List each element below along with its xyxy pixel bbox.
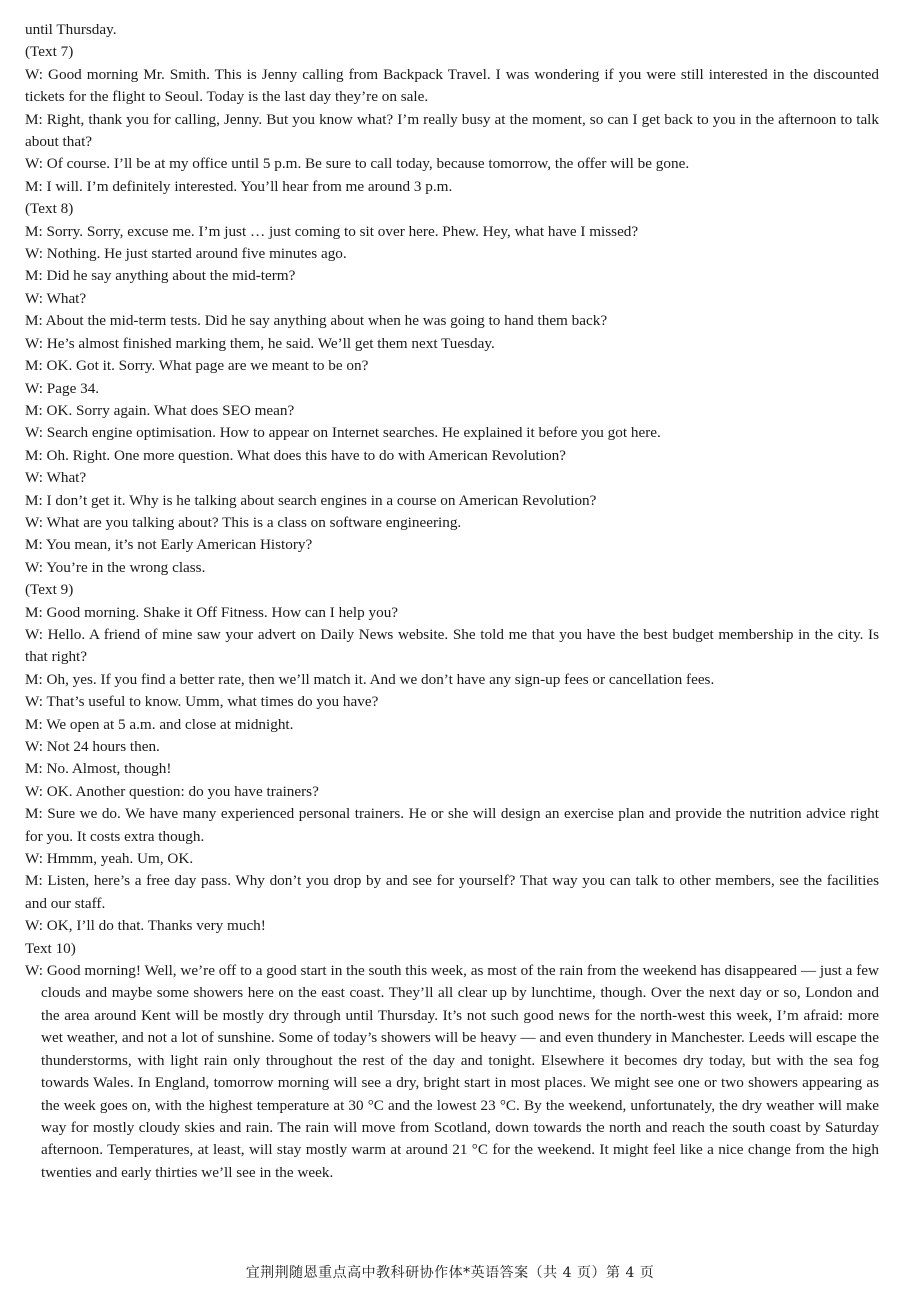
dialogue-line: W: Search engine optimisation. How to appear on Internet searches. He explained it before you got here.	[25, 424, 661, 442]
dialogue-line: M: I will. I’m definitely interested. You’ll hear from me around 3 p.m.	[25, 177, 453, 195]
dialogue-line: M: Did he say anything about the mid-term?	[25, 267, 296, 285]
dialogue-line: M: Listen, here’s a free day pass. Why don’t you drop by and see for yourself? That way you can talk to other members, see the facilities and our staff.	[25, 872, 879, 912]
dialogue-line: M: Sorry. Sorry, excuse me. I’m just … just coming to sit over here. Phew. Hey, what have I missed?	[25, 222, 639, 240]
dialogue-line: W: OK, I’ll do that. Thanks very much!	[25, 917, 266, 935]
dialogue-line: W: Nothing. He just started around five minutes ago.	[25, 245, 347, 263]
dialogue-line: W: What are you talking about? This is a class on software engineering.	[25, 513, 462, 531]
monologue-paragraph: W: Good morning! Well, we’re off to a good start in the south this week, as most of the rain from the weekend has disappeared — just a few clouds and maybe some showers here on the east coast. They’ll all clear up by lunchtime, though. Over the next day or so, London and the area around Kent will be mostly dry through until Thursday. It’s not such good news for the north-west this week, I’m afraid: more wet weather, and not a lot of sunshine. Some of today’s showers will be heavy — and even thundery in Manchester. Leeds will escape the thunderstorms, with light rain only throughout the rest of the day and tonight. Elsewhere it becomes dry today, but with the sea fog towards Wales. In England, tomorrow morning will see a dry, bright start in most places. We might see one or two showers appearing as the week goes on, with the highest temperature at 30 °C and the lowest 23 °C. By the weekend, unfortunately, the dry weather will make way for mostly cloudy skies and rain. The rain will move from Scotland, down towards the north and reach the south coast by Saturday afternoon. Temperatures, at least, will stay mostly warm at around 21 °C for the weekend. It might feel like a nice change from the high twenties and early thirties we’ll see in the week.	[25, 962, 879, 1181]
dialogue-line: W: OK. Another question: do you have trainers?	[25, 782, 319, 800]
section-heading: (Text 7)	[25, 43, 74, 61]
dialogue-line: M: Good morning. Shake it Off Fitness. How can I help you?	[25, 603, 399, 621]
dialogue-line: M: Right, thank you for calling, Jenny. But you know what? I’m really busy at the moment, so can I get back to you in the afternoon to talk about that?	[25, 110, 879, 151]
dialogue-line: M: About the mid-term tests. Did he say anything about when he was going to hand them back?	[25, 312, 608, 330]
text-line: until Thursday.	[25, 21, 117, 38]
dialogue-line: M: You mean, it’s not Early American History?	[25, 536, 313, 554]
dialogue-line: M: Sure we do. We have many experienced personal trainers. He or she will design an exercise plan and provide the nutrition advice right for you. It costs extra though.	[25, 805, 879, 845]
dialogue-line: M: No. Almost, though!	[25, 760, 172, 778]
dialogue-line: W: What?	[25, 469, 87, 487]
dialogue-line: W: You’re in the wrong class.	[25, 558, 206, 576]
dialogue-line: W: He’s almost finished marking them, he said. We’ll get them next Tuesday.	[25, 334, 495, 352]
dialogue-line: W: Hello. A friend of mine saw your advert on Daily News website. She told me that you have the best budget membership in the city. Is that right?	[25, 625, 879, 666]
dialogue-line: W: Hmmm, yeah. Um, OK.	[25, 850, 194, 868]
dialogue-line: W: What?	[25, 289, 87, 307]
dialogue-line: W: Not 24 hours then.	[25, 738, 160, 755]
dialogue-line: M: Oh. Right. One more question. What does this have to do with American Revolution?	[25, 446, 566, 464]
section-heading: (Text 8)	[25, 200, 74, 218]
section-heading: Text 10)	[25, 939, 76, 957]
transcript	[25, 19, 879, 1184]
dialogue-line: M: OK. Sorry again. What does SEO mean?	[25, 401, 295, 419]
dialogue-line: W: Of course. I’ll be at my office until 5 p.m. Be sure to call today, because tomorrow, the offer will be gone.	[25, 155, 690, 173]
dialogue-line: W: Page 34.	[25, 379, 100, 397]
page-footer: 宜荆荆随恩重点高中教科研协作体*英语答案（共 4 页）第 4 页	[245, 1265, 655, 1281]
dialogue-line: M: Oh, yes. If you find a better rate, then we’ll match it. And we don’t have any sign-up fees or cancellation fees.	[25, 670, 715, 688]
dialogue-line: W: That’s useful to know. Umm, what times do you have?	[25, 693, 379, 711]
dialogue-line: M: We open at 5 a.m. and close at midnight.	[25, 715, 294, 733]
dialogue-line: W: Good morning Mr. Smith. This is Jenny calling from Backpack Travel. I was wondering if you were still interested in the discounted tickets for the flight to Seoul. Today is the last day they’re on sale.	[25, 65, 879, 106]
section-heading: (Text 9)	[25, 581, 74, 599]
dialogue-line: M: I don’t get it. Why is he talking about search engines in a course on American Revolution?	[25, 491, 597, 509]
dialogue-line: M: OK. Got it. Sorry. What page are we meant to be on?	[25, 357, 369, 375]
